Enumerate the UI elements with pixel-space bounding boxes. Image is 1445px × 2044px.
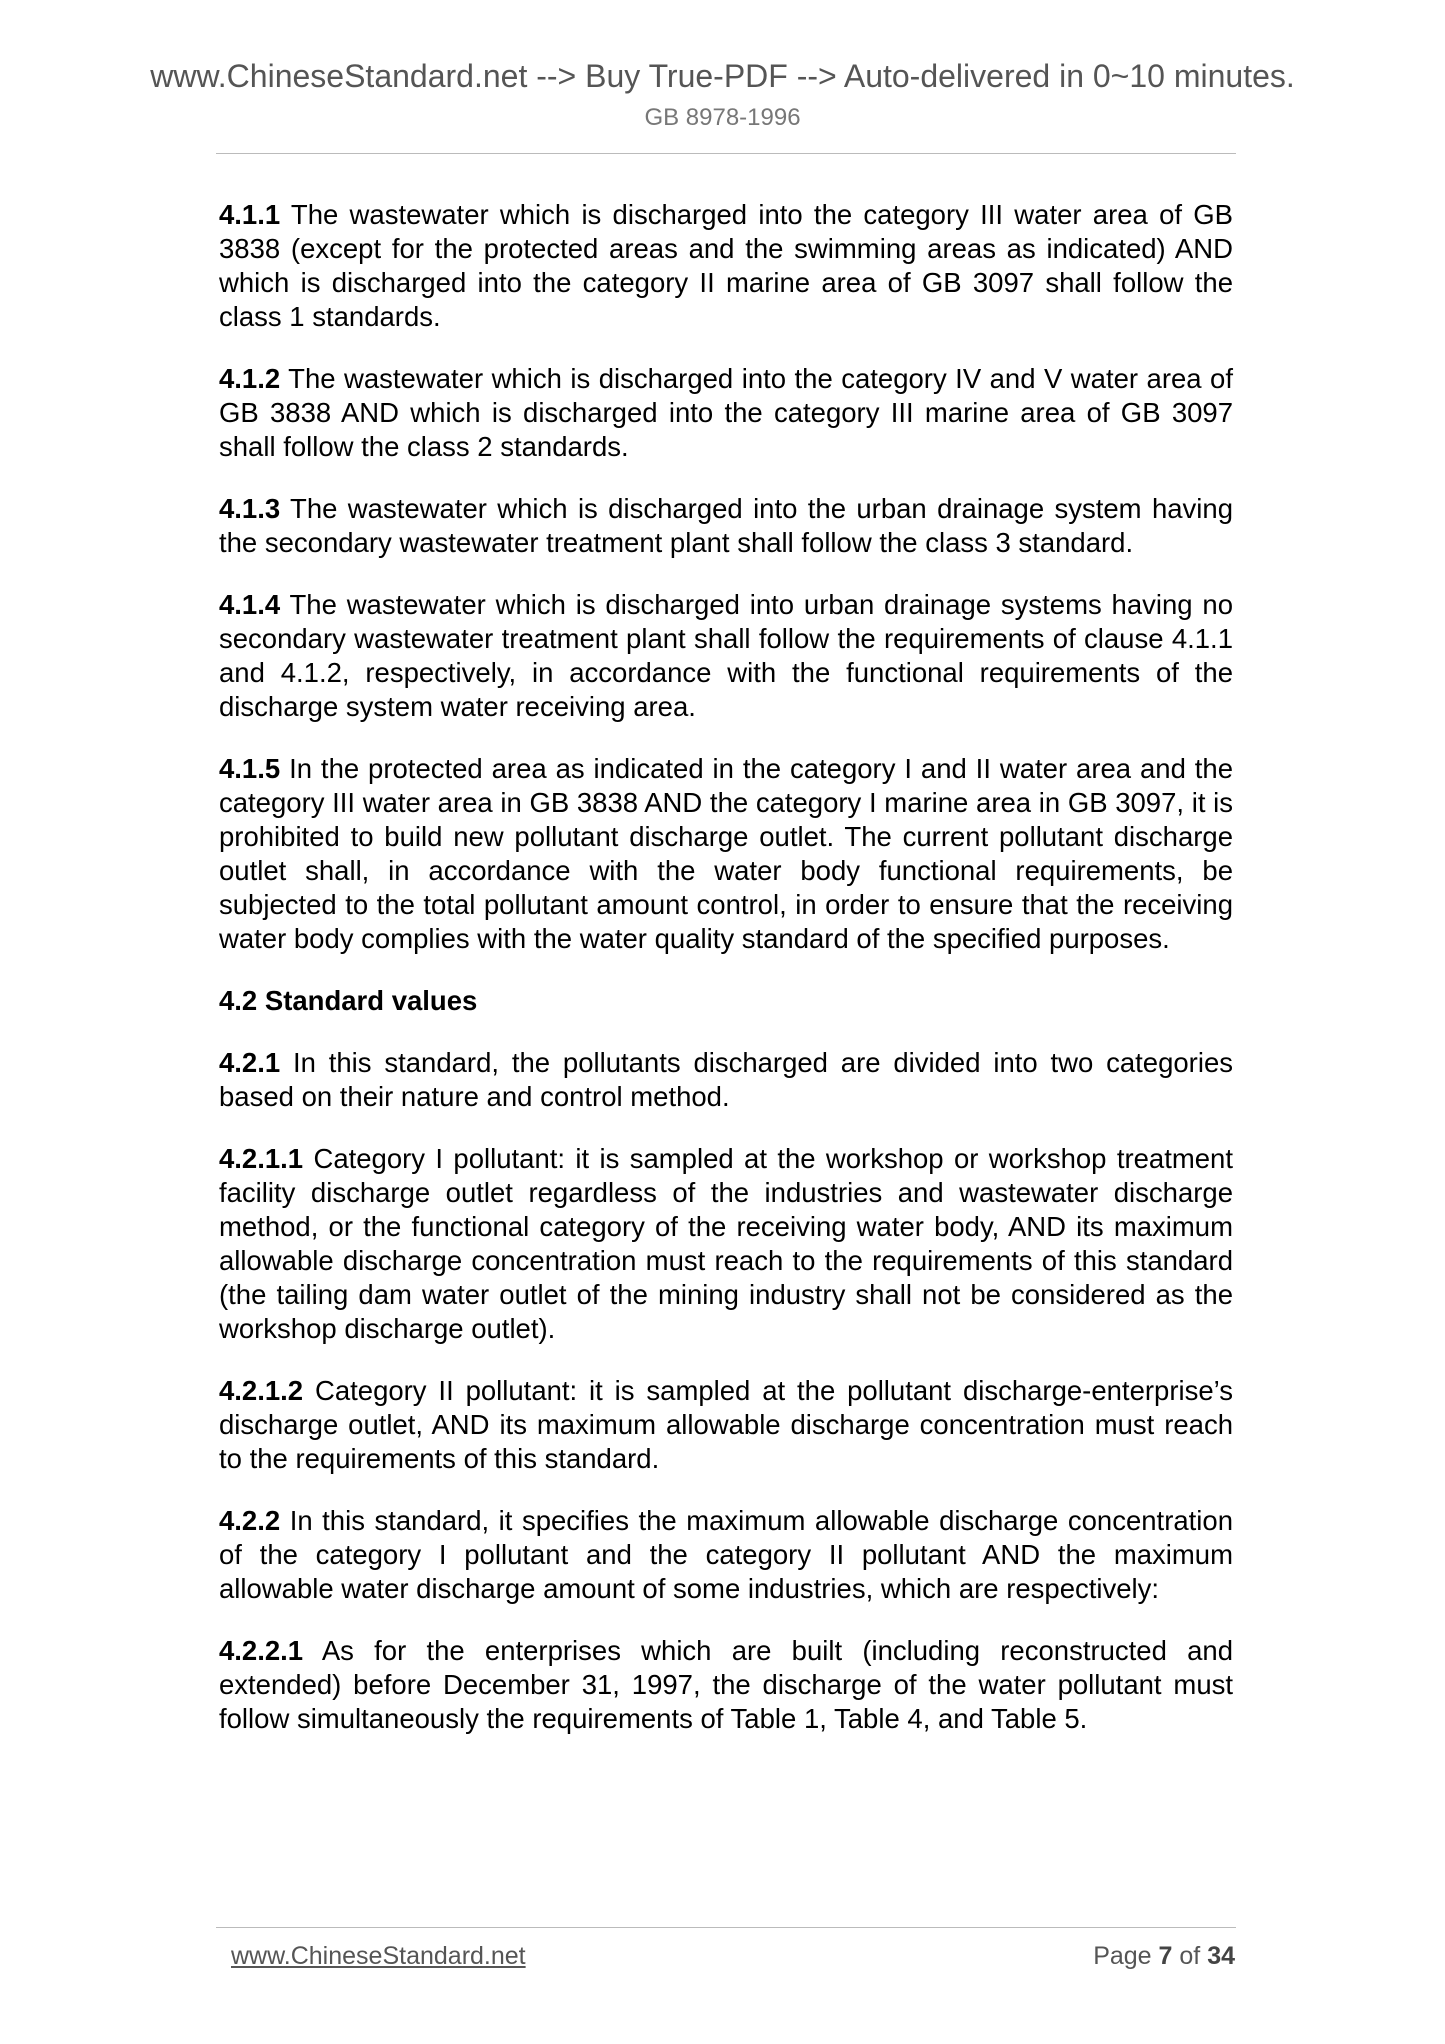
clause-text: In the protected area as indicated in the category I and II water area and the category III water area in GB 3838 AND the category I marine area in GB 3097, it is prohibited to build new pollutant discharge outlet. The current pollutant discharge outlet shall, in accordance with the water body functional requirements, be subjected to the total pollutant amount control, in order to ensure that the receiving water body complies with the water quality standard of the specified purposes. [219,753,1233,954]
clause-number: 4.2.1.1 [219,1143,304,1174]
clause-4-1-4 [219,588,1233,724]
clause-number: 4.1.1 [219,199,281,230]
clause-4-1-1 [219,198,1233,334]
clause-text: Category I pollutant: it is sampled at the workshop or workshop treatment facility discharge outlet regardless of the industries and wastewater discharge method, or the functional category of the receiving water body, AND its maximum allowable discharge concentration must reach to the requirements of this standard (the tailing dam water outlet of the mining industry shall not be considered as the workshop discharge outlet). [219,1143,1233,1344]
page-total: 34 [1207,1942,1235,1970]
clause-text: In this standard, the pollutants discharged are divided into two categories based on their nature and control method. [219,1047,1233,1112]
page-indicator [1093,1942,1235,1971]
clause-number: 4.2.2 [219,1505,281,1536]
clause-number: 4.1.4 [219,589,281,620]
page-prefix: Page [1093,1942,1159,1970]
header-divider [216,153,1236,154]
clause-text: Category II pollutant: it is sampled at the pollutant discharge-enterprise’s discharge outlet, AND its maximum allowable discharge concentration must reach to the requirements of this standard. [219,1375,1233,1474]
footer-site-link[interactable]: www.ChineseStandard.net [231,1942,526,1970]
clause-text: The wastewater which is discharged into the urban drainage system having the secondary wastewater treatment plant shall follow the class 3 standard. [219,493,1233,558]
clause-text: As for the enterprises which are built (including reconstructed and extended) before December 31, 1997, the discharge of the water pollutant must follow simultaneously the requirements of Table 1, Table 4, and Table 5. [219,1635,1233,1734]
clause-4-2-1-2 [219,1374,1233,1476]
clause-4-2-2-1 [219,1634,1233,1736]
clause-text: The wastewater which is discharged into the category III water area of GB 3838 (except for the protected areas and the swimming areas as indicated) AND which is discharged into the category II marine area of GB 3097 shall follow the class 1 standards. [219,199,1233,332]
clause-4-1-3 [219,492,1233,560]
clause-number: 4.2.2.1 [219,1635,304,1666]
section-heading-4-2: 4.2 Standard values [219,985,478,1016]
clause-4-1-2 [219,362,1233,464]
clause-4-2-1 [219,1046,1233,1114]
header-promo: www.ChineseStandard.net --> Buy True-PDF --> Auto-delivered in 0~10 minutes. [150,58,1295,94]
clause-4-2-1-1 [219,1142,1233,1346]
clause-number: 4.1.2 [219,363,281,394]
clause-number: 4.2.1.2 [219,1375,304,1406]
clause-number: 4.2.1 [219,1047,281,1078]
document-body [219,198,1233,1764]
clause-text: In this standard, it specifies the maximum allowable discharge concentration of the category I pollutant and the category II pollutant AND the maximum allowable water discharge amount of some industries, which are respectively: [219,1505,1233,1604]
page-current: 7 [1158,1942,1173,1970]
clause-text: The wastewater which is discharged into urban drainage systems having no secondary wastewater treatment plant shall follow the requirements of clause 4.1.1 and 4.1.2, respectively, in accordance with the functional requirements of the discharge system water receiving area. [219,589,1233,722]
doc-id: GB 8978-1996 [644,104,801,131]
clause-number: 4.1.5 [219,753,281,784]
clause-4-1-5 [219,752,1233,956]
clause-4-2-2 [219,1504,1233,1606]
clause-text: The wastewater which is discharged into the category IV and V water area of GB 3838 AND which is discharged into the category III marine area of GB 3097 shall follow the class 2 standards. [219,363,1233,462]
clause-number: 4.1.3 [219,493,281,524]
page-of: of [1172,1942,1208,1970]
footer-divider [216,1927,1236,1928]
